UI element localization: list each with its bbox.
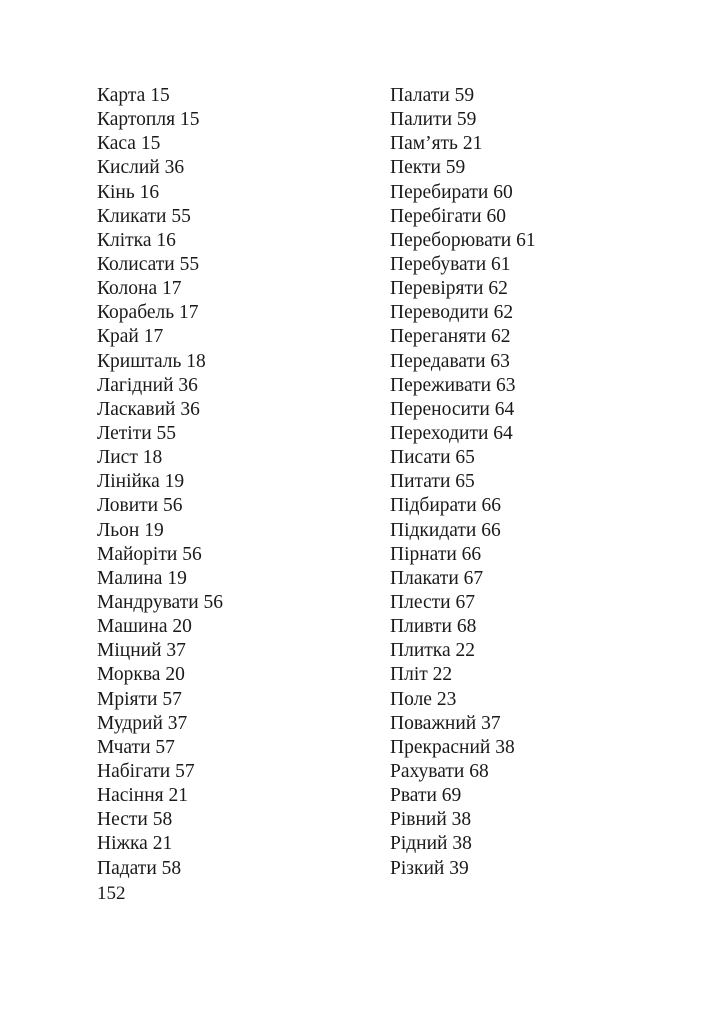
index-page-ref: 67 <box>455 591 475 613</box>
index-word: Лист <box>97 447 138 469</box>
index-page-ref: 61 <box>491 253 511 275</box>
index-word: Переносити <box>390 398 490 420</box>
index-word: Каса <box>97 133 136 155</box>
index-word: Переходити <box>390 422 489 444</box>
index-entry <box>97 132 223 156</box>
index-word: Пірнати <box>390 543 457 565</box>
index-entry <box>97 663 223 687</box>
index-entry <box>390 350 536 374</box>
index-word: Рівний <box>390 809 447 831</box>
index-word: Рахувати <box>390 760 465 782</box>
index-word: Карта <box>97 85 146 106</box>
index-word: Мудрий <box>97 712 163 734</box>
index-word: Кришталь <box>97 350 182 372</box>
page-number: 152 <box>97 883 126 904</box>
index-entry <box>390 639 536 663</box>
index-page-ref: 19 <box>167 567 187 589</box>
index-word: Морква <box>97 664 161 686</box>
index-page-ref: 66 <box>481 495 502 517</box>
index-page-ref: 63 <box>490 350 510 372</box>
index-column-left <box>97 84 223 881</box>
index-entry <box>390 832 536 856</box>
index-word: Поле <box>390 688 432 710</box>
index-word: Палати <box>390 85 450 106</box>
index-entry <box>390 688 536 712</box>
index-entry <box>97 470 223 494</box>
index-word: Підкидати <box>390 519 477 541</box>
index-page-ref: 17 <box>161 278 182 300</box>
index-page-ref: 56 <box>203 591 224 613</box>
index-page-ref: 58 <box>161 857 182 879</box>
index-entry <box>97 301 223 325</box>
index-page-ref: 20 <box>172 616 192 638</box>
index-entry <box>390 84 536 108</box>
index-word: Картопля <box>97 109 176 131</box>
index-page-ref: 57 <box>162 688 182 710</box>
index-page-ref: 55 <box>156 422 177 444</box>
index-entry <box>390 374 536 398</box>
index-page-ref: 69 <box>441 785 462 807</box>
index-entry <box>97 543 223 567</box>
index-word: Переживати <box>390 374 492 396</box>
index-entry <box>97 832 223 856</box>
index-word: Мчати <box>97 736 151 758</box>
index-entry <box>390 808 536 832</box>
index-page-ref: 56 <box>162 495 183 517</box>
index-entry <box>390 712 536 736</box>
index-entry <box>97 615 223 639</box>
index-entry <box>390 108 536 132</box>
index-page-ref: 68 <box>469 760 489 782</box>
index-entry <box>390 494 536 518</box>
index-entry <box>97 398 223 422</box>
index-page-ref: 21 <box>462 133 483 155</box>
index-page-ref: 37 <box>481 712 501 734</box>
index-entry <box>390 132 536 156</box>
index-page-ref: 66 <box>481 519 501 541</box>
index-page-ref: 23 <box>436 688 457 710</box>
index-page-ref: 60 <box>486 205 506 227</box>
index-page-ref: 67 <box>463 567 484 589</box>
index-page-ref: 19 <box>164 471 185 493</box>
index-entry <box>97 567 223 591</box>
index-page-ref: 16 <box>156 229 176 251</box>
index-word: Перебувати <box>390 253 487 275</box>
index-page-ref: 59 <box>456 109 477 131</box>
index-word: Летіти <box>97 422 152 444</box>
index-word: Міцний <box>97 640 162 662</box>
index-page-ref: 65 <box>455 471 475 493</box>
index-page-ref: 68 <box>456 616 477 638</box>
index-word: Пекти <box>390 157 441 179</box>
index-page-ref: 66 <box>461 543 482 565</box>
index-page-ref: 21 <box>168 785 189 807</box>
index-page-ref: 37 <box>167 712 188 734</box>
index-word: Питати <box>390 471 451 493</box>
index-word: Кликати <box>97 205 167 227</box>
index-entry <box>390 156 536 180</box>
index-word: Рідний <box>390 833 448 855</box>
index-entry <box>97 712 223 736</box>
index-page-ref: 64 <box>493 422 513 444</box>
index-page-ref: 61 <box>516 229 536 251</box>
index-page-ref: 38 <box>451 809 472 831</box>
index-word: Передавати <box>390 350 486 372</box>
index-page-ref: 62 <box>491 326 511 348</box>
index-word: Плакати <box>390 567 459 589</box>
index-entry <box>97 253 223 277</box>
index-entry <box>97 784 223 808</box>
index-word: Кислий <box>97 157 160 179</box>
index-word: Ласкавий <box>97 398 176 420</box>
index-column-right <box>390 84 536 881</box>
index-word: Майоріти <box>97 543 178 565</box>
index-entry <box>390 519 536 543</box>
index-word: Нести <box>97 809 148 831</box>
index-page-ref: 55 <box>179 253 200 275</box>
index-word: Рвати <box>390 785 437 807</box>
index-entry <box>97 422 223 446</box>
index-word: Перевіряти <box>390 278 484 300</box>
index-page-ref: 63 <box>495 374 516 396</box>
index-page-ref: 64 <box>494 398 515 420</box>
index-entry <box>97 108 223 132</box>
index-word: Машина <box>97 616 168 638</box>
index-page-ref: 55 <box>171 205 191 227</box>
index-entry <box>390 277 536 301</box>
index-word: Мандрувати <box>97 591 199 613</box>
index-word: Насіння <box>97 785 164 807</box>
index-entry <box>97 374 223 398</box>
index-entry <box>390 229 536 253</box>
index-word: Плести <box>390 591 451 613</box>
index-word: Лінійка <box>97 471 160 493</box>
index-word: Ловити <box>97 495 159 517</box>
index-entry <box>97 350 223 374</box>
index-entry <box>97 229 223 253</box>
index-page-ref: 39 <box>449 857 469 879</box>
index-entry <box>97 156 223 180</box>
index-entry <box>97 446 223 470</box>
index-page-ref: 17 <box>179 302 199 324</box>
index-word: Поважний <box>390 712 477 734</box>
index-page-ref: 59 <box>445 157 466 179</box>
index-page-ref: 15 <box>150 85 170 106</box>
index-word: Пліт <box>390 664 428 686</box>
index-word: Переганяти <box>390 326 487 348</box>
index-page-ref: 18 <box>142 447 163 469</box>
index-entry <box>97 688 223 712</box>
index-word: Переводити <box>390 302 489 324</box>
index-word: Перебігати <box>390 205 482 227</box>
index-entry <box>390 446 536 470</box>
index-word: Пливти <box>390 616 452 638</box>
index-page-ref: 56 <box>182 543 202 565</box>
index-word: Кінь <box>97 181 135 203</box>
index-page-ref: 18 <box>186 350 206 372</box>
index-entry <box>390 181 536 205</box>
index-page-ref: 16 <box>139 181 160 203</box>
index-entry <box>97 494 223 518</box>
index-entry <box>390 325 536 349</box>
index-entry <box>97 591 223 615</box>
index-entry <box>390 567 536 591</box>
index-page-ref: 15 <box>140 133 161 155</box>
index-word: Переборювати <box>390 229 512 251</box>
index-entry <box>390 422 536 446</box>
index-entry <box>390 591 536 615</box>
index-word: Мріяти <box>97 688 158 710</box>
index-entry <box>390 470 536 494</box>
index-entry <box>390 784 536 808</box>
index-entry <box>390 301 536 325</box>
index-entry <box>390 543 536 567</box>
index-entry <box>97 760 223 784</box>
index-page-ref: 17 <box>143 326 164 348</box>
index-page-ref: 58 <box>152 809 173 831</box>
index-entry <box>97 736 223 760</box>
index-word: Плитка <box>390 640 451 662</box>
index-page-ref: 62 <box>493 302 514 324</box>
index-entry <box>97 181 223 205</box>
index-page-ref: 38 <box>452 833 472 855</box>
index-entry <box>97 639 223 663</box>
index-word: Малина <box>97 567 163 589</box>
index-word: Падати <box>97 857 157 879</box>
index-word: Підбирати <box>390 495 477 517</box>
index-entry <box>97 84 223 108</box>
index-word: Корабель <box>97 302 175 324</box>
index-entry <box>97 519 223 543</box>
index-word: Клітка <box>97 229 152 251</box>
index-page-ref: 38 <box>495 736 515 758</box>
index-entry <box>97 325 223 349</box>
index-page-ref: 22 <box>432 664 453 686</box>
index-page-ref: 36 <box>178 374 198 396</box>
index-word: Ніжка <box>97 833 148 855</box>
index-word: Пам’ять <box>390 133 458 155</box>
index-page-ref: 36 <box>180 398 200 420</box>
index-word: Різкий <box>390 857 445 879</box>
index-entry <box>390 736 536 760</box>
index-page-ref: 57 <box>155 736 175 758</box>
index-page-ref: 62 <box>488 278 508 300</box>
index-entry <box>390 857 536 881</box>
index-page-ref: 20 <box>165 664 185 686</box>
index-entry <box>390 253 536 277</box>
index-page-ref: 65 <box>455 447 475 469</box>
index-page-ref: 60 <box>493 181 513 203</box>
index-entry <box>390 398 536 422</box>
index-entry <box>97 808 223 832</box>
index-page-ref: 59 <box>454 85 475 106</box>
index-entry <box>97 857 223 881</box>
index-page-ref: 37 <box>166 640 186 662</box>
index-page-ref: 57 <box>175 760 195 782</box>
index-word: Колисати <box>97 253 175 275</box>
index-word: Колона <box>97 278 158 300</box>
index-entry <box>97 277 223 301</box>
index-word: Писати <box>390 447 451 469</box>
index-page-ref: 22 <box>455 640 475 662</box>
index-word: Лагідний <box>97 374 174 396</box>
index-entry <box>390 205 536 229</box>
index-entry <box>97 205 223 229</box>
index-page-ref: 19 <box>144 519 164 541</box>
index-word: Перебирати <box>390 181 489 203</box>
index-entry <box>390 663 536 687</box>
index-entry <box>390 760 536 784</box>
index-word: Край <box>97 326 139 348</box>
index-page-ref: 36 <box>164 157 185 179</box>
index-word: Набігати <box>97 760 171 782</box>
index-page-ref: 15 <box>179 109 200 131</box>
index-word: Палити <box>390 109 453 131</box>
index-word: Прекрасний <box>390 736 491 758</box>
index-page-ref: 21 <box>152 833 173 855</box>
index-word: Льон <box>97 519 140 541</box>
index-entry <box>390 615 536 639</box>
